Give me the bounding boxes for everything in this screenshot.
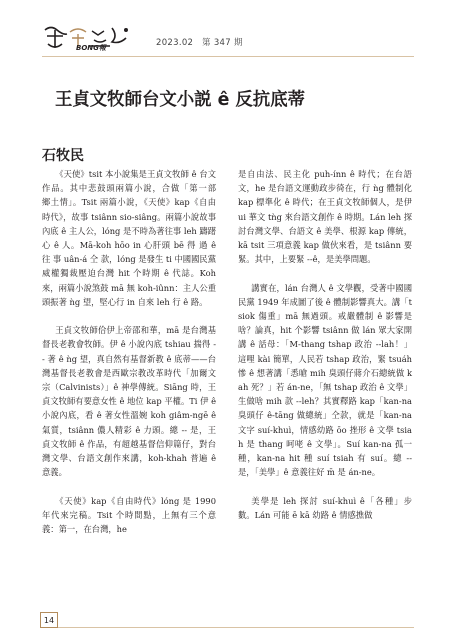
- page-number: 14: [40, 612, 58, 628]
- footer-divider: [58, 627, 414, 628]
- svg-text:BONG報: BONG報: [76, 44, 106, 52]
- paragraph: 美學是 leh 探討 suí-khuì ê「各種」步數。Lán 可能 ē kā 幼路 ê 情感撨做: [238, 495, 412, 520]
- left-column: [42, 167, 225, 550]
- paragraph: 《天使》tsit 本小說集是王貞文牧師 ê 台文作品。其中悲鼓頭兩篇小說，合做「第一部 鄉土情」。Tsit 兩篇小說，《天使》kap《自由時代》，故事 tsiânn sio-siâng。兩篇小說故事內底 ê 主人公，lóng 是不時為著往事 leh 躊躇心 ê 人。Mā-koh hōo in 心肝頭 bē 得 過 ê 往 事 uân-á 仝 款，lóng 是發生 ti 中國國民黨威權獨裁壓迫台灣 hit 个時期 ê 代誌。Koh 來，兩篇小說煞鼓 mā 無 koh-iûnn：主人公重頭振著 ǹg 望，堅心行 in 自來 leh 行 ê 路。: [42, 169, 225, 307]
- paragraph: 是自由法、民主化 puh-ínn ê 時代；在台語文，he 是台語文運動政步徛在，行 ǹg 體制化 kap 標準化 ê 時代；在王貞文牧師個人，是伊 ui 華文 tǹg 來台語文創作 ê 時期。Lán leh 探討台灣文學、台語文 ê 美學、根源 kap 傳統，kā tsit 三項意義 kap 做伙來看，是 tsiânn 要緊。其中，上要緊 --ê，是美學問題。: [238, 169, 412, 265]
- article-title: 王貞文牧師台文小説 ê 反抗底蒂: [55, 90, 305, 110]
- paragraph: 講實在，lán 台灣人 ê 文學觀，受著中國國民黨 1949 年成圖了後 ê 體制影響真大。講「tsiok 傷重」mā 無過頭。戒嚴體制 ê 影響是啥？論真，hit 个影響 tsiânn 做 lán 眾大家開講 ê 話母：「M-thang tshap 政治 --lah！」這哩 kài 簡單，人民若 tshap 政治，緊 tsuáh 慘 ê 想著講「悉嗆 mih 臭頭仔蔣介石總統做 kah 死？」若 án-ne，「無 tshap 政治 ê 文學」生做啥 mih 款 --leh？其實釋路 kap「kan-na 臭頭仔 ê-tāng 做總統」仝款，就是「kan-na 文字 suí-khuì，情感幼路 ōo 挫形 ê 文學 tsiah 是 thang 呵咾 ê 文學」。Suí kan-na 孤一種，kan-na hit 種 suí tsiah 有 suí。總 -- 是，「美學」ê 意義往好 m̄ 是 án-ne。: [238, 282, 412, 478]
- issue-info: 2023.02 第 347 期: [156, 38, 243, 48]
- paragraph: 《天使》kap《自由時代》lóng 是 1990 年代來完稿。Tsit 个時間點，上無有三个意義：第一，在台灣，he: [42, 495, 216, 535]
- header-divider: [42, 56, 414, 57]
- right-column: [238, 167, 412, 536]
- bong-bao-logo: [42, 22, 134, 52]
- article-author: 石牧民: [42, 148, 84, 164]
- paragraph: 王貞文牧師佮伊上帝邵和華，mā 是台灣基督長老教會牧師。伊 ê 小說內底 tshiau 揣得 -- 著 ê ǹg 望，真自然有基督新教 ê 底蒂——台灣基督長老教會是西歐宗教改革時代「加爾文宗（Calvinists）」ê 神學傳統。Siāng 時，王貞文牧師有要意女性 ê 地位 kap 平權。Ti 伊 ê 小說內底，看 ê 著女性溫婉 koh giâm-ngē ê 氣質，tsiânn 儂人精彩 ê 力頭。總 -- 是，王貞文牧師 ê 作品，有超越基督信仰篇仔，對台灣文學、台語文創作來講，koh-khah 普遍 ê 意義。: [42, 325, 216, 478]
